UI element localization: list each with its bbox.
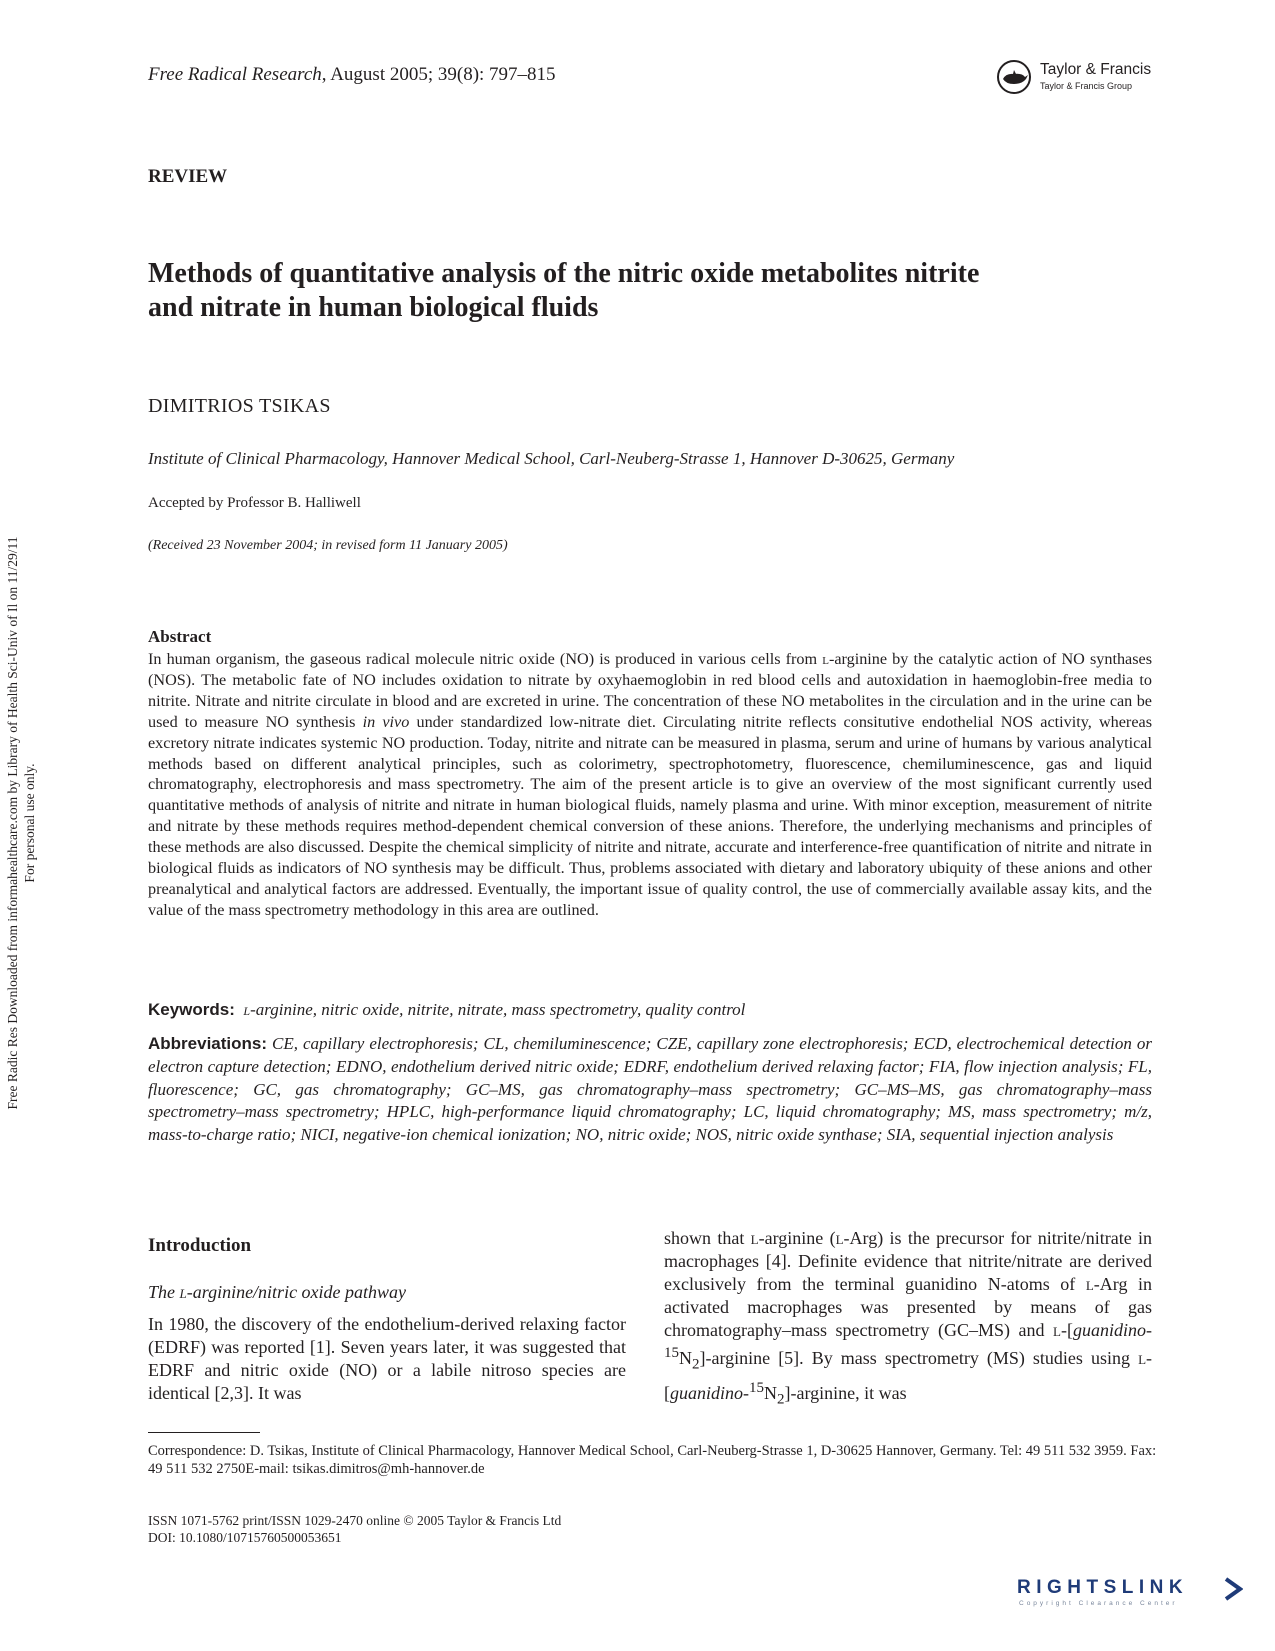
rightslink-logo[interactable] <box>1017 1577 1247 1611</box>
intro-r5: -[ <box>664 1348 1153 1403</box>
intro-r6: - <box>743 1382 750 1403</box>
author-name: DIMITRIOS TSIKAS <box>148 395 331 417</box>
guanidino-term: guanidino <box>670 1382 744 1403</box>
l-prefix: l <box>822 650 829 668</box>
intro-r3: -Arg) is the precursor for nitrite/nitrate in macrophages [4]. Definite evidence that nitrite/nitrate are derived exclusively from the terminal guanidino N-atoms of <box>664 1228 1153 1294</box>
publisher-name: Taylor & Francis <box>1040 61 1152 78</box>
l-prefix: l <box>1085 1274 1094 1294</box>
keywords-label: Keywords: <box>148 1000 235 1019</box>
title-line-1: Methods of quantitative analysis of the nitric oxide metabolites nitrite <box>148 258 980 289</box>
in-vivo-term: in vivo <box>362 712 410 731</box>
abstract-part-2: -arginine by the catalytic action of NO synthases (NOS). The metabolic fate of NO includes oxidation to nitrate by oxyhaemoglobin in red blood cells and autoxidation in haemoglobin-free media to nitrite. Nitrate and nitrite circulate in blood and are excreted in urine. The concentration of these NO metabolites in the circulation and in the urine can be used to measure NO synthesis <box>148 650 1153 731</box>
subscript-2: 2 <box>692 1356 700 1373</box>
l-prefix: l <box>750 1228 759 1248</box>
intro-r7: ]-arginine [5]. By mass spectrometry (MS) studies using <box>699 1348 1130 1368</box>
l-prefix: l <box>835 1228 844 1248</box>
l-prefix: l <box>1053 1320 1061 1340</box>
subsection-rest: -arginine/nitric oxide pathway <box>186 1282 407 1302</box>
correspondence-note: Correspondence: D. Tsikas, Institute of Clinical Pharmacology, Hannover Medical School, Carl-Neuberg-Strasse 1, D-30625 Hannover, Germany. Tel: 49 511 532 3959. Fax: 49 511 532 2750E-mail: tsikas.dimitros@mh-hannover.de <box>148 1443 1157 1477</box>
subsection-l: l <box>179 1282 187 1302</box>
download-watermark <box>4 473 38 1173</box>
section-heading-introduction: Introduction <box>148 1235 252 1256</box>
abbreviations-value: CE, capillary electrophoresis; CL, chemiluminescence; CZE, capillary zone electrophoresis; ECD, electrochemical detection or electron capture detection; EDNO, endothelium derived nitric oxide; EDRF, endothelium derived relaxing factor; FIA, flow injection analysis; FL, fluorescence; GC, gas chromatography; GC–MS, gas chromatography–mass spectrometry; GC–MS–MS, gas chromatography–mass spectrometry–mass spectrometry; HPLC, high-performance liquid chromatography; LC, liquid chromatography; MS, mass spectrometry; m/z, mass-to-charge ratio; NICI, negative-ion chemical ionization; NO, nitric oxide; NOS, nitric oxide synthase; SIA, sequential injection analysis <box>148 1034 1152 1145</box>
abstract-heading: Abstract <box>148 627 212 646</box>
rightslink-text: RIGHTSLINK <box>1017 1577 1189 1598</box>
nitrogen-symbol: N <box>764 1382 778 1403</box>
teapot-lamp-icon <box>996 59 1034 95</box>
article-title <box>148 257 1168 325</box>
nitrogen-symbol: N <box>679 1348 692 1368</box>
received-dates: (Received 23 November 2004; in revised form 11 January 2005) <box>148 538 508 553</box>
publisher-logo <box>996 57 1166 97</box>
intro-r8: ]-arginine, it was <box>784 1382 907 1403</box>
intro-r4: -Arg in activated macrophages was presented by means of gas chromatography–mass spectrometry (GC–MS) and <box>664 1274 1153 1340</box>
rightslink-arrow-icon <box>1223 1577 1243 1601</box>
keywords <box>148 1000 745 1020</box>
article-type: REVIEW <box>148 166 228 187</box>
guanidino-term: guanidino <box>1073 1320 1147 1340</box>
l-prefix: l <box>1138 1348 1147 1368</box>
intro-left-column: In 1980, the discovery of the endothelium-derived relaxing factor (EDRF) was reported [1]. Seven years later, it was suggested that EDRF and nitric oxide (NO) or a labile nitroso species are identical [2,3]. It was <box>148 1314 626 1403</box>
abbreviations-label: Abbreviations: <box>148 1034 268 1053</box>
keywords-l-prefix: l <box>243 1000 251 1019</box>
journal-citation <box>148 64 556 86</box>
abbreviations <box>148 1033 1152 1147</box>
journal-issue: , August 2005; 39(8): 797–815 <box>321 64 556 85</box>
subsection-heading <box>148 1282 406 1303</box>
intro-r5: -[ <box>1061 1320 1073 1340</box>
accepted-by: Accepted by Professor B. Halliwell <box>148 495 361 511</box>
journal-name: Free Radical Research <box>148 64 322 85</box>
doi-line: DOI: 10.1080/10715760500053651 <box>148 1530 342 1545</box>
isotope-superscript: 15 <box>664 1345 679 1361</box>
issn-line: ISSN 1071-5762 print/ISSN 1029-2470 online © 2005 Taylor & Francis Ltd <box>148 1513 562 1528</box>
abstract-part-1: In human organism, the gaseous radical molecule nitric oxide (NO) is produced in various cells from <box>148 650 818 668</box>
intro-r2: -arginine ( <box>758 1228 836 1248</box>
subscript-2: 2 <box>777 1391 785 1408</box>
keywords-value: -arginine, nitric oxide, nitrite, nitrate, mass spectrometry, quality control <box>250 1000 746 1019</box>
issn-block <box>148 1512 561 1546</box>
footnote-divider <box>148 1432 260 1433</box>
rightslink-subtext: Copyright Clearance Center <box>1019 1600 1178 1607</box>
author-affiliation: Institute of Clinical Pharmacology, Hannover Medical School, Carl-Neuberg-Strasse 1, Hannover D-30625, Germany <box>148 449 955 468</box>
download-note-line1: Free Radic Res Downloaded from informahealthcare.com by Library of Health Sci-Univ of Il on 11/29/11 <box>5 536 20 1110</box>
intro-right-column <box>664 1227 1152 1411</box>
intro-r1: shown that <box>664 1228 745 1248</box>
intro-r6: - <box>1146 1320 1153 1340</box>
isotope-superscript: 15 <box>749 1379 765 1396</box>
title-line-2: and nitrate in human biological fluids <box>148 292 599 323</box>
subsection-prefix: The <box>148 1282 180 1302</box>
abstract-part-3: under standardized low-nitrate diet. Circulating nitrite reflects consitutive endothelial NOS activity, whereas excretory nitrate indicates systemic NO production. Today, nitrite and nitrate can be measured in plasma, serum and urine of humans by various analytical methods based on different analytical principles, such as colorimetry, spectrophotometry, fluorescence, chemiluminescence, gas and liquid chromatography, electrophoresis and mass spectrometry. The aim of the present article is to give an overview of the most significant currently used quantitative methods of analysis of nitrite and nitrate in human biological fluids, namely plasma and urine. With minor exception, measurement of nitrite and nitrate by these methods requires method-dependent chemical conversion of these anions. Therefore, the underlying mechanisms and principles of these methods are also discussed. Despite the chemical simplicity of nitrite and nitrate, accurate and interference-free quantification of nitrite and nitrate in biological fluids as indicators of NO synthesis may be difficult. Thus, problems associated with dietary and laboratory ubiquity of these anions and other preanalytical and analytical factors are addressed. Eventually, the important issue of quality control, the use of commercially available assay kits, and the value of the mass spectrometry methodology in this area are outlined. <box>148 712 1152 919</box>
download-note-line2: For personal use only. <box>22 763 37 883</box>
abstract-text <box>148 649 1152 921</box>
publisher-group: Taylor & Francis Group <box>1040 81 1133 91</box>
